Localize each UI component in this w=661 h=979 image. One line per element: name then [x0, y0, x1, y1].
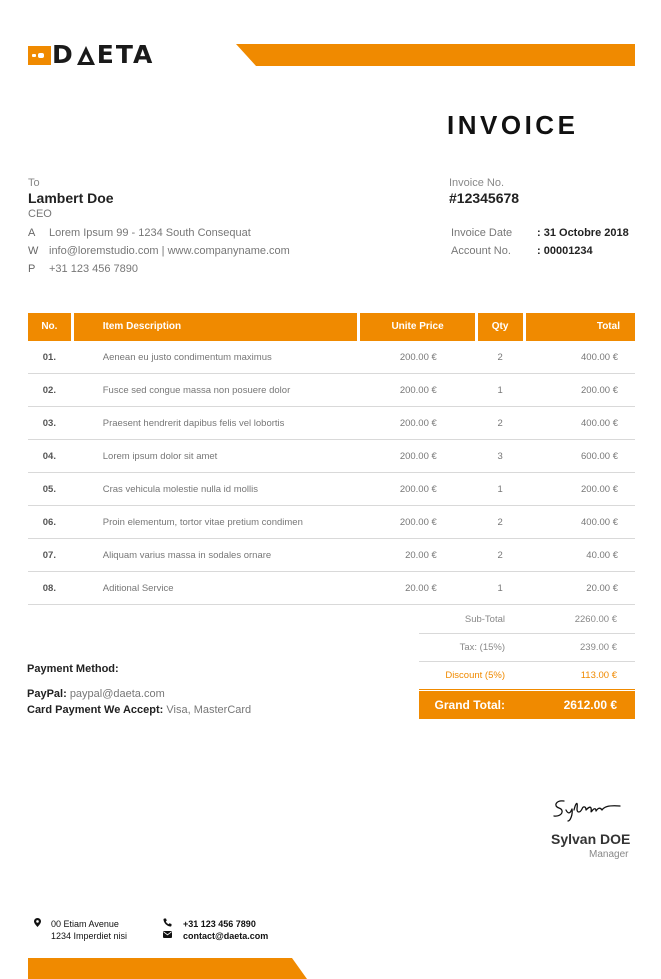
signer-role: Manager — [589, 849, 629, 860]
subtotal-value: 2260.00 € — [574, 614, 617, 625]
row-no: 03. — [42, 417, 56, 429]
document-title: INVOICE — [447, 110, 579, 140]
table-row — [28, 407, 635, 440]
invoice-date: : 31 Octobre 2018 — [537, 227, 629, 239]
row-price: 200.00 € — [399, 417, 437, 429]
row-qty: 2 — [497, 351, 503, 363]
card-label: Card Payment We Accept: — [27, 704, 164, 716]
grand-total-value: 2612.00 € — [563, 698, 617, 712]
table-row — [28, 341, 635, 374]
payment-method-title: Payment Method: — [27, 663, 119, 675]
row-total: 600.00 € — [581, 450, 618, 462]
envelope-icon — [163, 930, 172, 941]
row-qty: 3 — [497, 450, 503, 462]
footer-band — [28, 958, 307, 979]
client-phone-row — [28, 263, 138, 275]
paypal-value: paypal@daeta.com — [69, 688, 165, 700]
row-total: 40.00 € — [586, 549, 618, 561]
header-no: No. — [28, 313, 71, 341]
to-label: To — [28, 177, 40, 189]
header-qty: Qty — [478, 313, 523, 341]
account-no-row — [451, 245, 593, 257]
totals-summary — [419, 606, 635, 719]
row-qty: 1 — [497, 384, 503, 396]
row-no: 01. — [42, 351, 56, 363]
row-price: 20.00 € — [405, 549, 437, 561]
row-total: 20.00 € — [586, 582, 618, 594]
row-description: Aenean eu justo condimentum maximus — [102, 351, 272, 363]
table-row — [28, 506, 635, 539]
row-total: 400.00 € — [581, 417, 618, 429]
invoice-date-label: Invoice Date — [451, 227, 513, 239]
handwritten-signature — [550, 797, 626, 828]
discount-label: Discount (5%) — [445, 670, 505, 681]
row-description: Fusce sed congue massa non posuere dolor — [102, 384, 291, 396]
row-price: 200.00 € — [399, 516, 437, 528]
row-description: Aditional Service — [102, 582, 174, 594]
subtotal-row — [419, 606, 635, 634]
discount-row — [419, 662, 635, 690]
subtotal-label: Sub-Total — [464, 614, 505, 625]
paypal-label: PayPal: — [27, 688, 67, 700]
footer-phone: +31 123 456 7890 — [183, 919, 256, 929]
account-no-label: Account No. — [451, 245, 511, 257]
row-no: 08. — [42, 582, 56, 594]
header-total: Total — [526, 313, 635, 341]
contact-key: A — [28, 227, 36, 239]
row-total: 400.00 € — [581, 516, 618, 528]
header-price: Unite Price — [360, 313, 474, 341]
paypal-line — [27, 688, 165, 700]
row-no: 05. — [42, 483, 56, 495]
phone-icon — [163, 918, 172, 930]
card-line — [27, 704, 251, 716]
client-web-row — [28, 245, 290, 257]
row-price: 200.00 € — [399, 483, 437, 495]
header-band — [236, 44, 635, 66]
discount-value: 113.00 € — [580, 670, 617, 681]
row-description: Proin elementum, tortor vitae pretium condimen — [102, 516, 303, 528]
contact-key: P — [28, 263, 36, 275]
account-no: : 00001234 — [537, 245, 593, 257]
client-address-row — [28, 227, 251, 239]
client-role: CEO — [28, 208, 52, 220]
table-row — [28, 374, 635, 407]
row-no: 04. — [42, 450, 56, 462]
invoice-number: #12345678 — [449, 190, 520, 206]
row-price: 200.00 € — [399, 450, 437, 462]
row-description: Cras vehicula molestie nulla id mollis — [102, 483, 258, 495]
table-row — [28, 440, 635, 473]
tax-label: Tax: (15%) — [459, 642, 505, 653]
row-no: 07. — [42, 549, 56, 561]
tax-value: 239.00 € — [580, 642, 617, 653]
footer-email: contact@daeta.com — [183, 931, 269, 941]
row-no: 02. — [42, 384, 56, 396]
header-description: Item Description — [74, 313, 358, 341]
invoice-date-row — [451, 227, 629, 239]
row-total: 400.00 € — [581, 351, 618, 363]
map-pin-icon — [34, 918, 41, 930]
row-total: 200.00 € — [581, 384, 618, 396]
tax-row — [419, 634, 635, 662]
table-row — [28, 572, 635, 605]
row-description: Aliquam varius massa in sodales ornare — [102, 549, 272, 561]
grand-total-label: Grand Total: — [434, 698, 505, 712]
row-qty: 1 — [497, 582, 503, 594]
logo-wordmark: D ETA — [52, 40, 155, 69]
footer-address-line2: 1234 Imperdiet nisi — [51, 931, 128, 941]
client-web: info@loremstudio.com | www.companyname.com — [49, 245, 290, 257]
footer-address — [51, 918, 127, 942]
row-price: 20.00 € — [405, 582, 437, 594]
brand-logo — [28, 40, 155, 69]
row-price: 200.00 € — [399, 351, 437, 363]
table-row — [28, 473, 635, 506]
footer-address-line1: 00 Etiam Avenue — [51, 919, 119, 929]
invoice-no-label: Invoice No. — [449, 177, 505, 189]
table-row — [28, 539, 635, 572]
row-price: 200.00 € — [399, 384, 437, 396]
grand-total-row — [419, 691, 635, 719]
client-address: Lorem Ipsum 99 - 1234 South Consequat — [49, 227, 251, 239]
items-table — [28, 313, 635, 605]
row-total: 200.00 € — [581, 483, 618, 495]
table-header — [28, 313, 635, 341]
row-qty: 2 — [497, 417, 503, 429]
logo-mark-icon — [28, 46, 51, 65]
row-description: Praesent hendrerit dapibus felis vel lobortis — [102, 417, 285, 429]
card-value: Visa, MasterCard — [166, 704, 252, 716]
row-qty: 2 — [497, 549, 503, 561]
row-qty: 1 — [497, 483, 503, 495]
signer-name: Sylvan DOE — [551, 831, 631, 847]
row-no: 06. — [42, 516, 56, 528]
row-description: Lorem ipsum dolor sit amet — [102, 450, 218, 462]
contact-key: W — [28, 245, 39, 257]
row-qty: 2 — [497, 516, 503, 528]
client-phone: +31 123 456 7890 — [49, 263, 139, 275]
client-name: Lambert Doe — [28, 190, 114, 206]
